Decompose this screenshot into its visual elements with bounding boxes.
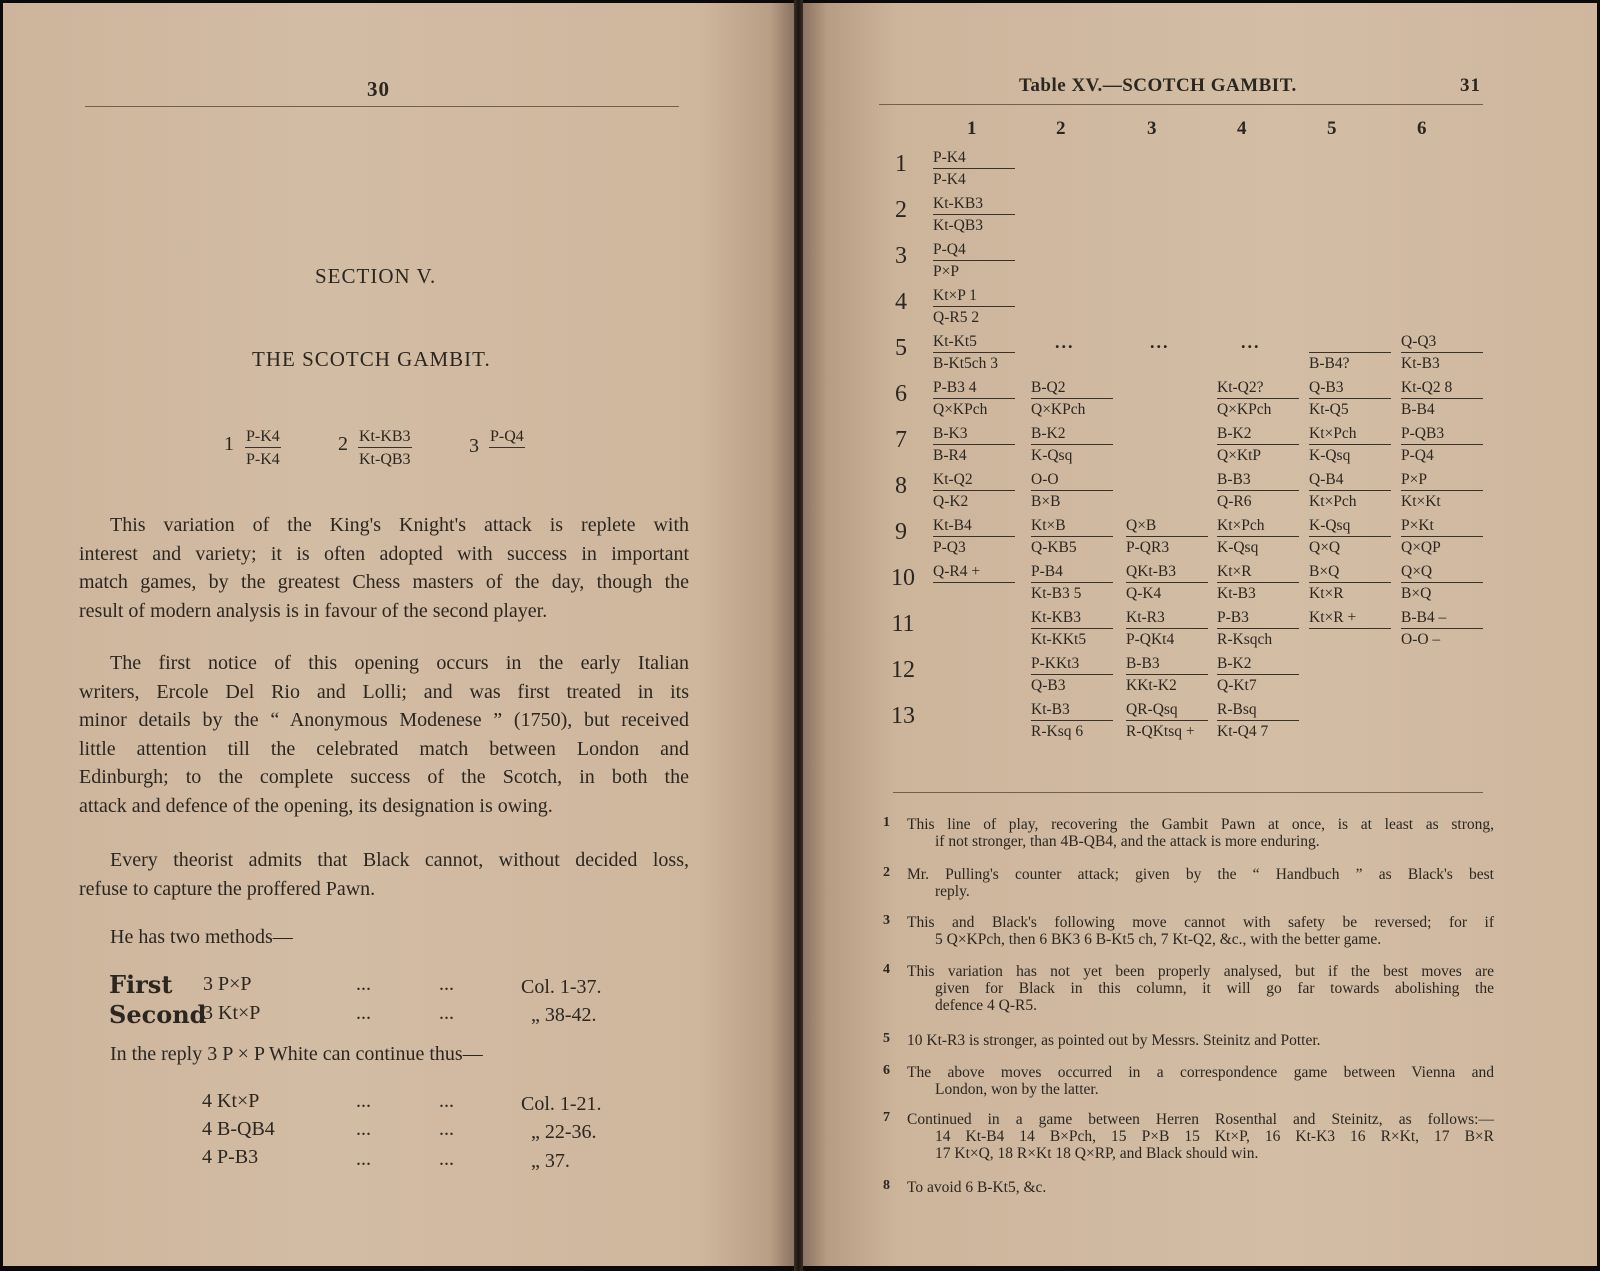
table-title: Table XV.—SCOTCH GAMBIT. [1019, 75, 1297, 96]
page-number-left: 30 [367, 77, 390, 101]
table-cell [1217, 377, 1299, 420]
leader-dots: ... [439, 1090, 454, 1112]
paragraph-line: interest and variety; it is often adopted with success in important [79, 542, 689, 565]
white-move: P-B4 [1031, 561, 1113, 583]
table-cell [1217, 561, 1299, 604]
continuation-move: 4 B-QB4 [202, 1118, 275, 1140]
table-cell [1031, 607, 1113, 650]
column-header: 3 [1147, 118, 1157, 139]
white-move: B×Q [1309, 561, 1391, 583]
white-move: P-B3 4 [933, 377, 1015, 399]
white-move: P-K4 [245, 427, 281, 448]
table-cell [1309, 607, 1391, 629]
black-move: P×P [933, 263, 959, 280]
footnote-number: 4 [883, 962, 890, 977]
leader-dots: ... [439, 973, 454, 995]
method-move: 3 Kt×P [203, 1002, 261, 1024]
black-move: P-Q4 [1401, 447, 1434, 464]
paragraph-line: Edinburgh; to the complete success of the Scotch, in both the [79, 766, 689, 788]
column-reference: Col. 1-21. [521, 1093, 602, 1115]
table-cell [933, 147, 1015, 190]
table-cell [1031, 515, 1113, 558]
paragraph-line: This variation of the King's Knight's attack is replete with [110, 514, 689, 536]
white-move: Kt-Q2? [1217, 377, 1299, 399]
black-move: P-Q3 [933, 539, 966, 556]
column-reference: „ 37. [531, 1150, 570, 1172]
black-move: KKt-K2 [1126, 677, 1177, 694]
black-move: Q-R5 2 [933, 309, 980, 326]
footnote-number: 1 [883, 815, 890, 830]
opening-move-number: 1 [224, 433, 234, 455]
footnote-line: given for Black in this column, it will go far towards abolishing the [935, 980, 1494, 997]
white-move: B-K2 [1217, 653, 1299, 675]
table-cell [1217, 515, 1299, 558]
white-move: Kt-B4 [933, 515, 1015, 537]
white-move: Q-Q3 [1401, 331, 1483, 353]
row-number: 7 [895, 427, 907, 453]
row-number: 4 [895, 289, 907, 315]
black-move: Q-K4 [1126, 585, 1162, 602]
black-move: P-K4 [933, 171, 966, 188]
white-move: Q×B [1126, 515, 1208, 537]
page-number-right: 31 [1460, 75, 1481, 96]
white-move: Kt-KB3 [358, 427, 412, 448]
footnote-line: reply. [935, 883, 970, 900]
white-move: B-K3 [933, 423, 1015, 445]
black-move: Q-B3 [1031, 677, 1066, 694]
footnote-line: This line of play, recovering the Gambit Pawn at once, is at least as strong, [907, 816, 1494, 833]
table-cell [933, 423, 1015, 466]
white-move: B-K2 [1217, 423, 1299, 445]
ellipsis: ... [1055, 332, 1075, 352]
paragraph-line: result of modern analysis is in favour of the second player. [79, 599, 548, 622]
white-move: R-Bsq [1217, 699, 1299, 721]
section-heading: SECTION V. [315, 264, 437, 288]
black-move: Q×KPch [1217, 401, 1272, 418]
white-move: Kt×R + [1309, 607, 1391, 629]
white-move: O-O [1031, 469, 1113, 491]
footnote-rule [893, 792, 1483, 793]
footnote-line: London, won by the latter. [935, 1081, 1099, 1098]
white-move: P-K4 [933, 147, 1015, 169]
black-move: Kt×R [1309, 585, 1344, 602]
row-number: 8 [895, 473, 907, 499]
table-cell [933, 377, 1015, 420]
black-move: K-Qsq [1309, 447, 1351, 464]
white-move [1309, 331, 1391, 353]
table-cell [1031, 469, 1113, 512]
table-cell [1126, 561, 1208, 604]
table-cell [1031, 377, 1113, 420]
table-cell [1031, 699, 1113, 742]
table-cell [1031, 653, 1113, 696]
table-cell [1126, 699, 1208, 742]
footnote-line: defence 4 Q-R5. [935, 997, 1037, 1014]
paragraph-line: little attention till the celebrated match between London and [79, 737, 689, 760]
black-move: B-B4 [1401, 401, 1435, 418]
table-cell [1126, 653, 1208, 696]
row-number: 3 [895, 243, 907, 269]
footnote-line: 14 Kt-B4 14 B×Pch, 15 P×B 15 Kt×P, 16 Kt-K3 16 R×Kt, 17 B×R [935, 1128, 1494, 1145]
table-cell [1309, 377, 1391, 420]
black-move: Q×KtP [1217, 447, 1262, 464]
black-move: B-Kt5ch 3 [933, 355, 999, 372]
white-move: QKt-B3 [1126, 561, 1208, 583]
footnote-line: Continued in a game between Herren Rosenthal and Steinitz, as follows:— [907, 1111, 1494, 1128]
black-move: B×B [1031, 493, 1061, 510]
header-rule-left [85, 106, 679, 107]
white-move: Kt×Pch [1309, 423, 1391, 445]
row-number: 6 [895, 381, 907, 407]
table-cell [1309, 423, 1391, 466]
footnote [907, 866, 1494, 900]
paragraph-line: refuse to capture the proffered Pawn. [79, 877, 376, 900]
paragraph-line: attack and defence of the opening, its designation is owing. [79, 794, 553, 817]
ellipsis: ... [1150, 332, 1170, 352]
black-move: R-QKtsq + [1126, 723, 1195, 740]
black-move: K-Qsq [1031, 447, 1073, 464]
leader-dots: ... [439, 1148, 454, 1170]
column-header: 1 [967, 118, 977, 139]
black-move: Q×KPch [933, 401, 988, 418]
white-move: P-Q4 [933, 239, 1015, 261]
column-reference: Col. 1-37. [521, 976, 602, 998]
row-number: 11 [891, 611, 915, 637]
footnote-number: 5 [883, 1031, 890, 1046]
black-move: Q×QP [1401, 539, 1441, 556]
table-cell [933, 193, 1015, 236]
black-move: R-Ksqch [1217, 631, 1273, 648]
left-page [3, 3, 794, 1266]
white-move: QR-Qsq [1126, 699, 1208, 721]
footnote [907, 963, 1494, 1014]
black-move: O-O – [1401, 631, 1441, 648]
table-cell [1401, 423, 1483, 466]
black-move [489, 448, 525, 450]
paragraph [79, 649, 689, 820]
black-move: Kt-Q5 [1309, 401, 1349, 418]
table-cell [1217, 653, 1299, 696]
table-cell [1401, 607, 1483, 650]
row-number: 9 [895, 519, 907, 545]
leader-dots: ... [356, 1148, 371, 1170]
table-cell [1401, 377, 1483, 420]
black-move: Q-R6 [1217, 493, 1252, 510]
column-header: 5 [1327, 118, 1337, 139]
row-number: 2 [895, 197, 907, 223]
footnote-line: This variation has not yet been properly analysed, but if the best moves are [907, 963, 1494, 980]
footnote-line: 5 Q×KPch, then 6 BK3 6 B-Kt5 ch, 7 Kt-Q2, &c., with the better game. [935, 931, 1382, 948]
book-spine [794, 0, 803, 1271]
table-cell [1217, 607, 1299, 650]
black-move: Kt×Kt [1401, 493, 1441, 510]
header-rule-right [879, 104, 1483, 105]
footnote-number: 6 [883, 1063, 890, 1078]
table-cell [1309, 331, 1391, 374]
method-label: Second [109, 1000, 207, 1029]
table-cell [933, 285, 1015, 328]
white-move: B-Q2 [1031, 377, 1113, 399]
footnote-line: This and Black's following move cannot with safety be reversed; for if [907, 914, 1494, 931]
column-header: 6 [1417, 118, 1427, 139]
leader-dots: ... [356, 973, 371, 995]
white-move: Kt×B [1031, 515, 1113, 537]
black-move: B×Q [1401, 585, 1432, 602]
black-move: Kt-B3 [1217, 585, 1256, 602]
footnote [907, 1179, 1494, 1196]
opening-move [358, 427, 412, 469]
ellipsis: ... [1241, 332, 1261, 352]
black-move: Q-KB5 [1031, 539, 1077, 556]
white-move: Kt×R [1217, 561, 1299, 583]
leader-dots: ... [356, 1090, 371, 1112]
opening-move-number: 3 [469, 435, 479, 457]
white-move: P-QB3 [1401, 423, 1483, 445]
row-number: 10 [891, 565, 915, 591]
leader-dots: ... [356, 1002, 371, 1024]
white-move: Q×Q [1401, 561, 1483, 583]
paragraph [79, 846, 689, 903]
black-move: R-Ksq 6 [1031, 723, 1084, 740]
footnote [907, 1032, 1494, 1049]
methods-intro: He has two methods— [110, 926, 293, 948]
paragraph-line: match games, by the greatest Chess masters of the day, though the [79, 571, 689, 593]
leader-dots: ... [439, 1118, 454, 1140]
table-cell [1217, 469, 1299, 512]
white-move: K-Qsq [1309, 515, 1391, 537]
table-cell [1309, 469, 1391, 512]
table-cell [1309, 561, 1391, 604]
footnote [907, 816, 1494, 850]
table-cell [933, 515, 1015, 558]
row-number: 5 [895, 335, 907, 361]
reply-intro: In the reply 3 P × P White can continue thus— [110, 1043, 483, 1065]
table-cell [1401, 561, 1483, 604]
footnote-number: 8 [883, 1178, 890, 1193]
footnote-line: 17 Kt×Q, 18 R×Kt 18 Q×RP, and Black should win. [935, 1145, 1259, 1162]
continuation-move: 4 P-B3 [202, 1146, 259, 1168]
footnote-line: 10 Kt-R3 is stronger, as pointed out by Messrs. Steinitz and Potter. [907, 1032, 1321, 1049]
footnote-number: 3 [883, 913, 890, 928]
black-move: Kt-B3 5 [1031, 585, 1082, 602]
black-move: K-Qsq [1217, 539, 1259, 556]
white-move: P×Kt [1401, 515, 1483, 537]
footnote-line: The above moves occurred in a correspondence game between Vienna and [907, 1064, 1494, 1081]
footnote-number: 7 [883, 1110, 890, 1125]
white-move: Q-B3 [1309, 377, 1391, 399]
method-move: 3 P×P [203, 973, 252, 995]
table-cell [1217, 423, 1299, 466]
paragraph-line: The first notice of this opening occurs in the early Italian [110, 652, 689, 674]
white-move: Q-R4 + [933, 561, 1015, 583]
leader-dots: ... [356, 1118, 371, 1140]
paragraph [79, 511, 689, 625]
black-move: Kt-QB3 [933, 217, 983, 234]
black-move: Q×Q [1309, 539, 1341, 556]
table-cell [1401, 515, 1483, 558]
table-cell [1031, 423, 1113, 466]
white-move: Kt-Q2 [933, 469, 1015, 491]
table-cell [1401, 331, 1483, 374]
white-move: Kt-R3 [1126, 607, 1208, 629]
black-move: Kt-B3 [1401, 355, 1440, 372]
black-move: Q×KPch [1031, 401, 1086, 418]
row-number: 12 [891, 657, 915, 683]
paragraph-line: Every theorist admits that Black cannot, without decided loss, [110, 849, 689, 871]
black-move: Kt-Q4 7 [1217, 723, 1269, 740]
white-move: P-B3 [1217, 607, 1299, 629]
table-cell [1031, 561, 1113, 604]
footnote-line: if not stronger, than 4B-QB4, and the attack is more enduring. [935, 833, 1320, 850]
gambit-title: THE SCOTCH GAMBIT. [252, 347, 491, 371]
column-reference: „ 38-42. [531, 1004, 597, 1026]
white-move: P-KKt3 [1031, 653, 1113, 675]
right-page [803, 3, 1597, 1266]
black-move: B-R4 [933, 447, 967, 464]
column-reference: „ 22-36. [531, 1121, 597, 1143]
black-move: Kt-QB3 [359, 451, 411, 468]
table-cell [1126, 607, 1208, 650]
leader-dots: ... [439, 1002, 454, 1024]
black-move: Q-K2 [933, 493, 969, 510]
white-move: B-B4 – [1401, 607, 1483, 629]
white-move: B-K2 [1031, 423, 1113, 445]
white-move: Kt×Pch [1217, 515, 1299, 537]
white-move: B-B3 [1126, 653, 1208, 675]
footnote [907, 914, 1494, 948]
table-cell [933, 239, 1015, 282]
white-move: P-Q4 [489, 427, 525, 448]
row-number: 1 [895, 151, 907, 177]
white-move: Kt-Q2 8 [1401, 377, 1483, 399]
footnote-number: 2 [883, 865, 890, 880]
white-move: P×P [1401, 469, 1483, 491]
white-move: Kt×P 1 [933, 285, 1015, 307]
opening-move [245, 427, 281, 469]
table-cell [1126, 515, 1208, 558]
white-move: Kt-B3 [1031, 699, 1113, 721]
footnote [907, 1111, 1494, 1162]
black-move: Q-Kt7 [1217, 677, 1257, 694]
black-move: P-QR3 [1126, 539, 1170, 556]
white-move: B-B3 [1217, 469, 1299, 491]
table-cell [1217, 699, 1299, 742]
table-cell [1309, 515, 1391, 558]
continuation-move: 4 Kt×P [202, 1090, 260, 1112]
white-move: Q-B4 [1309, 469, 1391, 491]
row-number: 13 [891, 703, 915, 729]
footnote [907, 1064, 1494, 1098]
black-move: Kt-KKt5 [1031, 631, 1087, 648]
black-move: P-QKt4 [1126, 631, 1175, 648]
table-cell [933, 561, 1015, 583]
method-label: First [109, 970, 173, 999]
paragraph-line: writers, Ercole Del Rio and Lolli; and was first treated in its [79, 680, 689, 703]
paragraph-line: minor details by the “ Anonymous Modenese ” (1750), but received [79, 709, 689, 731]
black-move: P-K4 [246, 451, 280, 468]
white-move: Kt-Kt5 [933, 331, 1015, 353]
white-move: Kt-KB3 [933, 193, 1015, 215]
table-cell [1401, 469, 1483, 512]
column-header: 2 [1056, 118, 1066, 139]
black-move: Kt×Pch [1309, 493, 1357, 510]
table-cell [933, 331, 1015, 374]
white-move: Kt-KB3 [1031, 607, 1113, 629]
opening-move-number: 2 [338, 433, 348, 455]
black-move: B-B4? [1309, 355, 1350, 372]
table-cell [933, 469, 1015, 512]
opening-move [489, 427, 525, 450]
column-header: 4 [1237, 118, 1247, 139]
footnote-line: Mr. Pulling's counter attack; given by the “ Handbuch ” as Black's best [907, 866, 1494, 883]
footnote-line: To avoid 6 B-Kt5, &c. [907, 1179, 1047, 1196]
